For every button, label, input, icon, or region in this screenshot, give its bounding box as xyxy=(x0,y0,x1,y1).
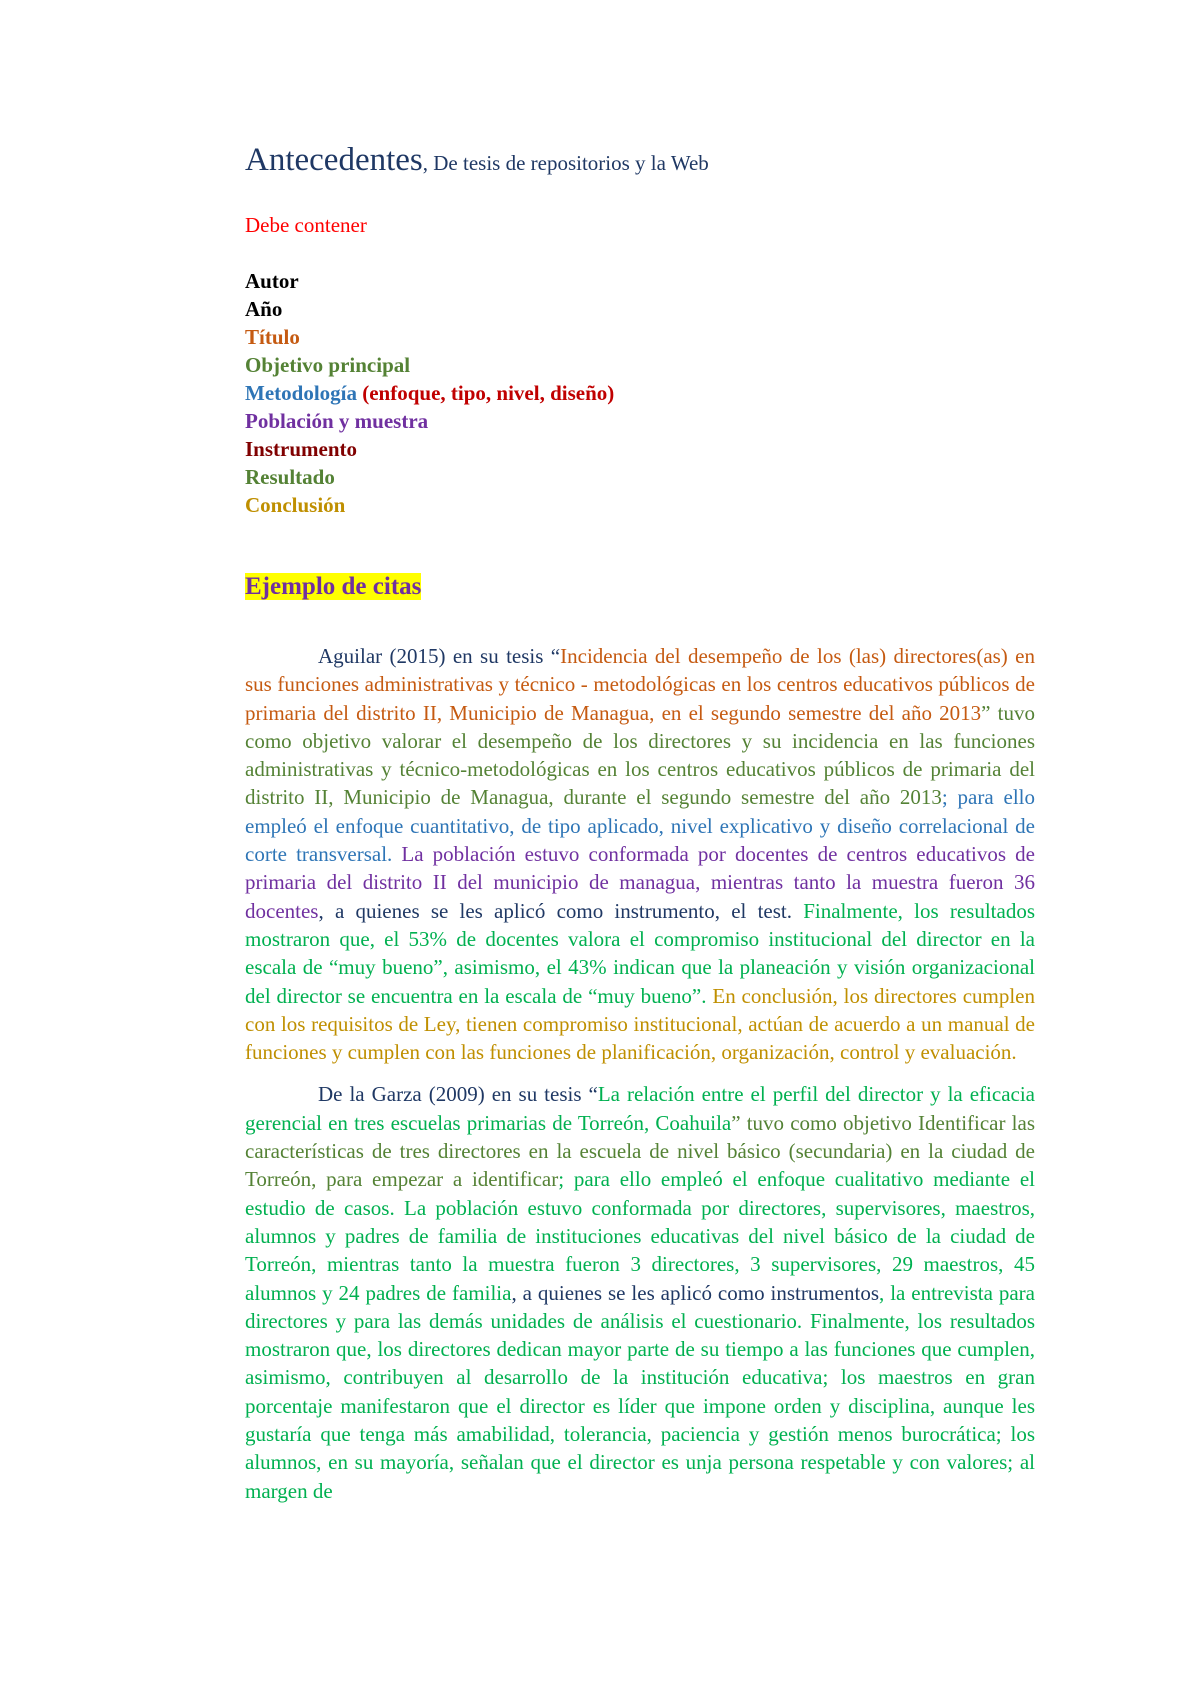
citation-segment: La población estuvo conformada por docentes de centros educativos de primaria del distrito II del municipio de managua, mientras tanto la muestra fueron 36 docentes xyxy=(245,842,1035,923)
citation-paragraph-de-la-garza xyxy=(245,1080,1035,1504)
citation-segment: La población estuvo conformada por directores, supervisores, maestros, alumnos y padres de familia de instituciones educativas del nivel básico de la ciudad de Torreón xyxy=(245,1195,1035,1277)
citation-segment: En conclusión, los directores cumplen con los requisitos de Ley, tienen compromiso institucional, actúan de acuerdo a un manual de funciones y cumplen con las funciones de planificación, organización, control y evaluación. xyxy=(245,983,1035,1065)
field-label-detail: (enfoque, tipo, nivel, diseño) xyxy=(356,381,615,405)
field-label: Título xyxy=(245,325,300,349)
field-label: Instrumento xyxy=(245,437,358,461)
field-item xyxy=(245,379,1035,407)
field-item xyxy=(245,463,1035,491)
field-label: Conclusión xyxy=(245,493,346,517)
required-fields-list xyxy=(245,267,1035,519)
citation-segment: , a quienes se les aplicó como instrumento, el test. xyxy=(318,898,792,923)
title-subtitle: , De tesis de repositorios y la Web xyxy=(422,151,709,175)
citation-segment: De la Garza (2009) en su tesis “ xyxy=(318,1082,598,1107)
field-item xyxy=(245,323,1035,351)
field-label: Año xyxy=(245,297,283,321)
citation-segment: ” tuvo como objetivo valorar el desempeño de los directores y su incidencia en las funciones administrativas y técnico-metodológicas en los centros educativos públicos de primaria del distrito II, Municipio de Managua, durante el segundo semestre del año 2013 xyxy=(245,700,1035,810)
example-heading: Ejemplo de citas xyxy=(245,573,422,600)
field-item xyxy=(245,435,1035,463)
field-item xyxy=(245,407,1035,435)
field-label: Resultado xyxy=(245,465,335,489)
field-label: Objetivo principal xyxy=(245,353,411,377)
field-label: Autor xyxy=(245,269,299,293)
citation-segment: Finalmente, los resultados mostraron que xyxy=(245,1308,1035,1362)
citation-segment: Finalmente, los resultados mostraron que, el 53% de docentes valora el compromiso institucional del director en la escala de “muy bueno”, asimismo, el 43% indican que la planeación y visión organizacional del director se encuentra en la escala de “muy bueno”. xyxy=(245,898,1035,1008)
document-body xyxy=(245,140,1035,1505)
citation-segment: La relación entre el perfil del director y la eficacia gerencial en tres escuelas primarias de Torreón, Coahuila xyxy=(245,1082,1036,1135)
field-item xyxy=(245,491,1035,519)
intro-text: Debe contener xyxy=(245,213,367,237)
citation-paragraph-aguilar xyxy=(245,642,1035,1066)
field-label: Metodología xyxy=(245,381,357,405)
citation-segment: ” tuvo como objetivo Identificar las características de tres directores en la escuela de nivel básico (secundaria) en la ciudad de Torreón, para empezar a identificar xyxy=(245,1110,1035,1192)
citation-segment: , mientras tanto la muestra fueron 3 directores, 3 supervisores, 29 maestros, 45 alumnos y 24 padres de familia xyxy=(245,1252,1035,1305)
citation-segment: ; para ello empleó el enfoque cuantitativo, de tipo aplicado, nivel explicativo y diseño correlacional de corte transversal. xyxy=(245,785,1035,867)
citation-segment: , los directores dedican mayor parte de su tiempo a las funciones que cumplen, asimismo, contribuyen al desarrollo de la institución educativa; los maestros en gran porcentaje manifestaron que el director es líder que impone orden y disciplina, aunque les gustaría que tenga más amabilidad, tolerancia, paciencia y gestión menos burocrática; los alumnos, en su mayoría, señalan que el director es unja persona respetable y con valores; al margen de xyxy=(245,1337,1035,1503)
citation-segment: , a quienes se les aplicó como instrumentos xyxy=(511,1280,880,1305)
example-heading-wrap xyxy=(245,570,1035,607)
field-item xyxy=(245,267,1035,295)
citation-segment: , la entrevista para directores y para las demás unidades de análisis el cuestionario. xyxy=(245,1280,1035,1333)
citation-segment: Aguilar (2015) en su tesis “ xyxy=(318,644,561,668)
field-label: Población y muestra xyxy=(245,409,429,433)
citation-segment: ; para ello empleó el enfoque cualitativo mediante el estudio de casos. xyxy=(245,1167,1035,1220)
field-item xyxy=(245,351,1035,379)
page-title xyxy=(245,140,1035,183)
citation-segment: Incidencia del desempeño de los (las) directores(as) en sus funciones administrativas y técnico - metodológicas en los centros educativos públicos de primaria del distrito II, Municipio de Managua, en el segundo semestre del año 2013 xyxy=(245,644,1035,725)
title-main: Antecedentes xyxy=(245,142,423,178)
field-item xyxy=(245,295,1035,323)
